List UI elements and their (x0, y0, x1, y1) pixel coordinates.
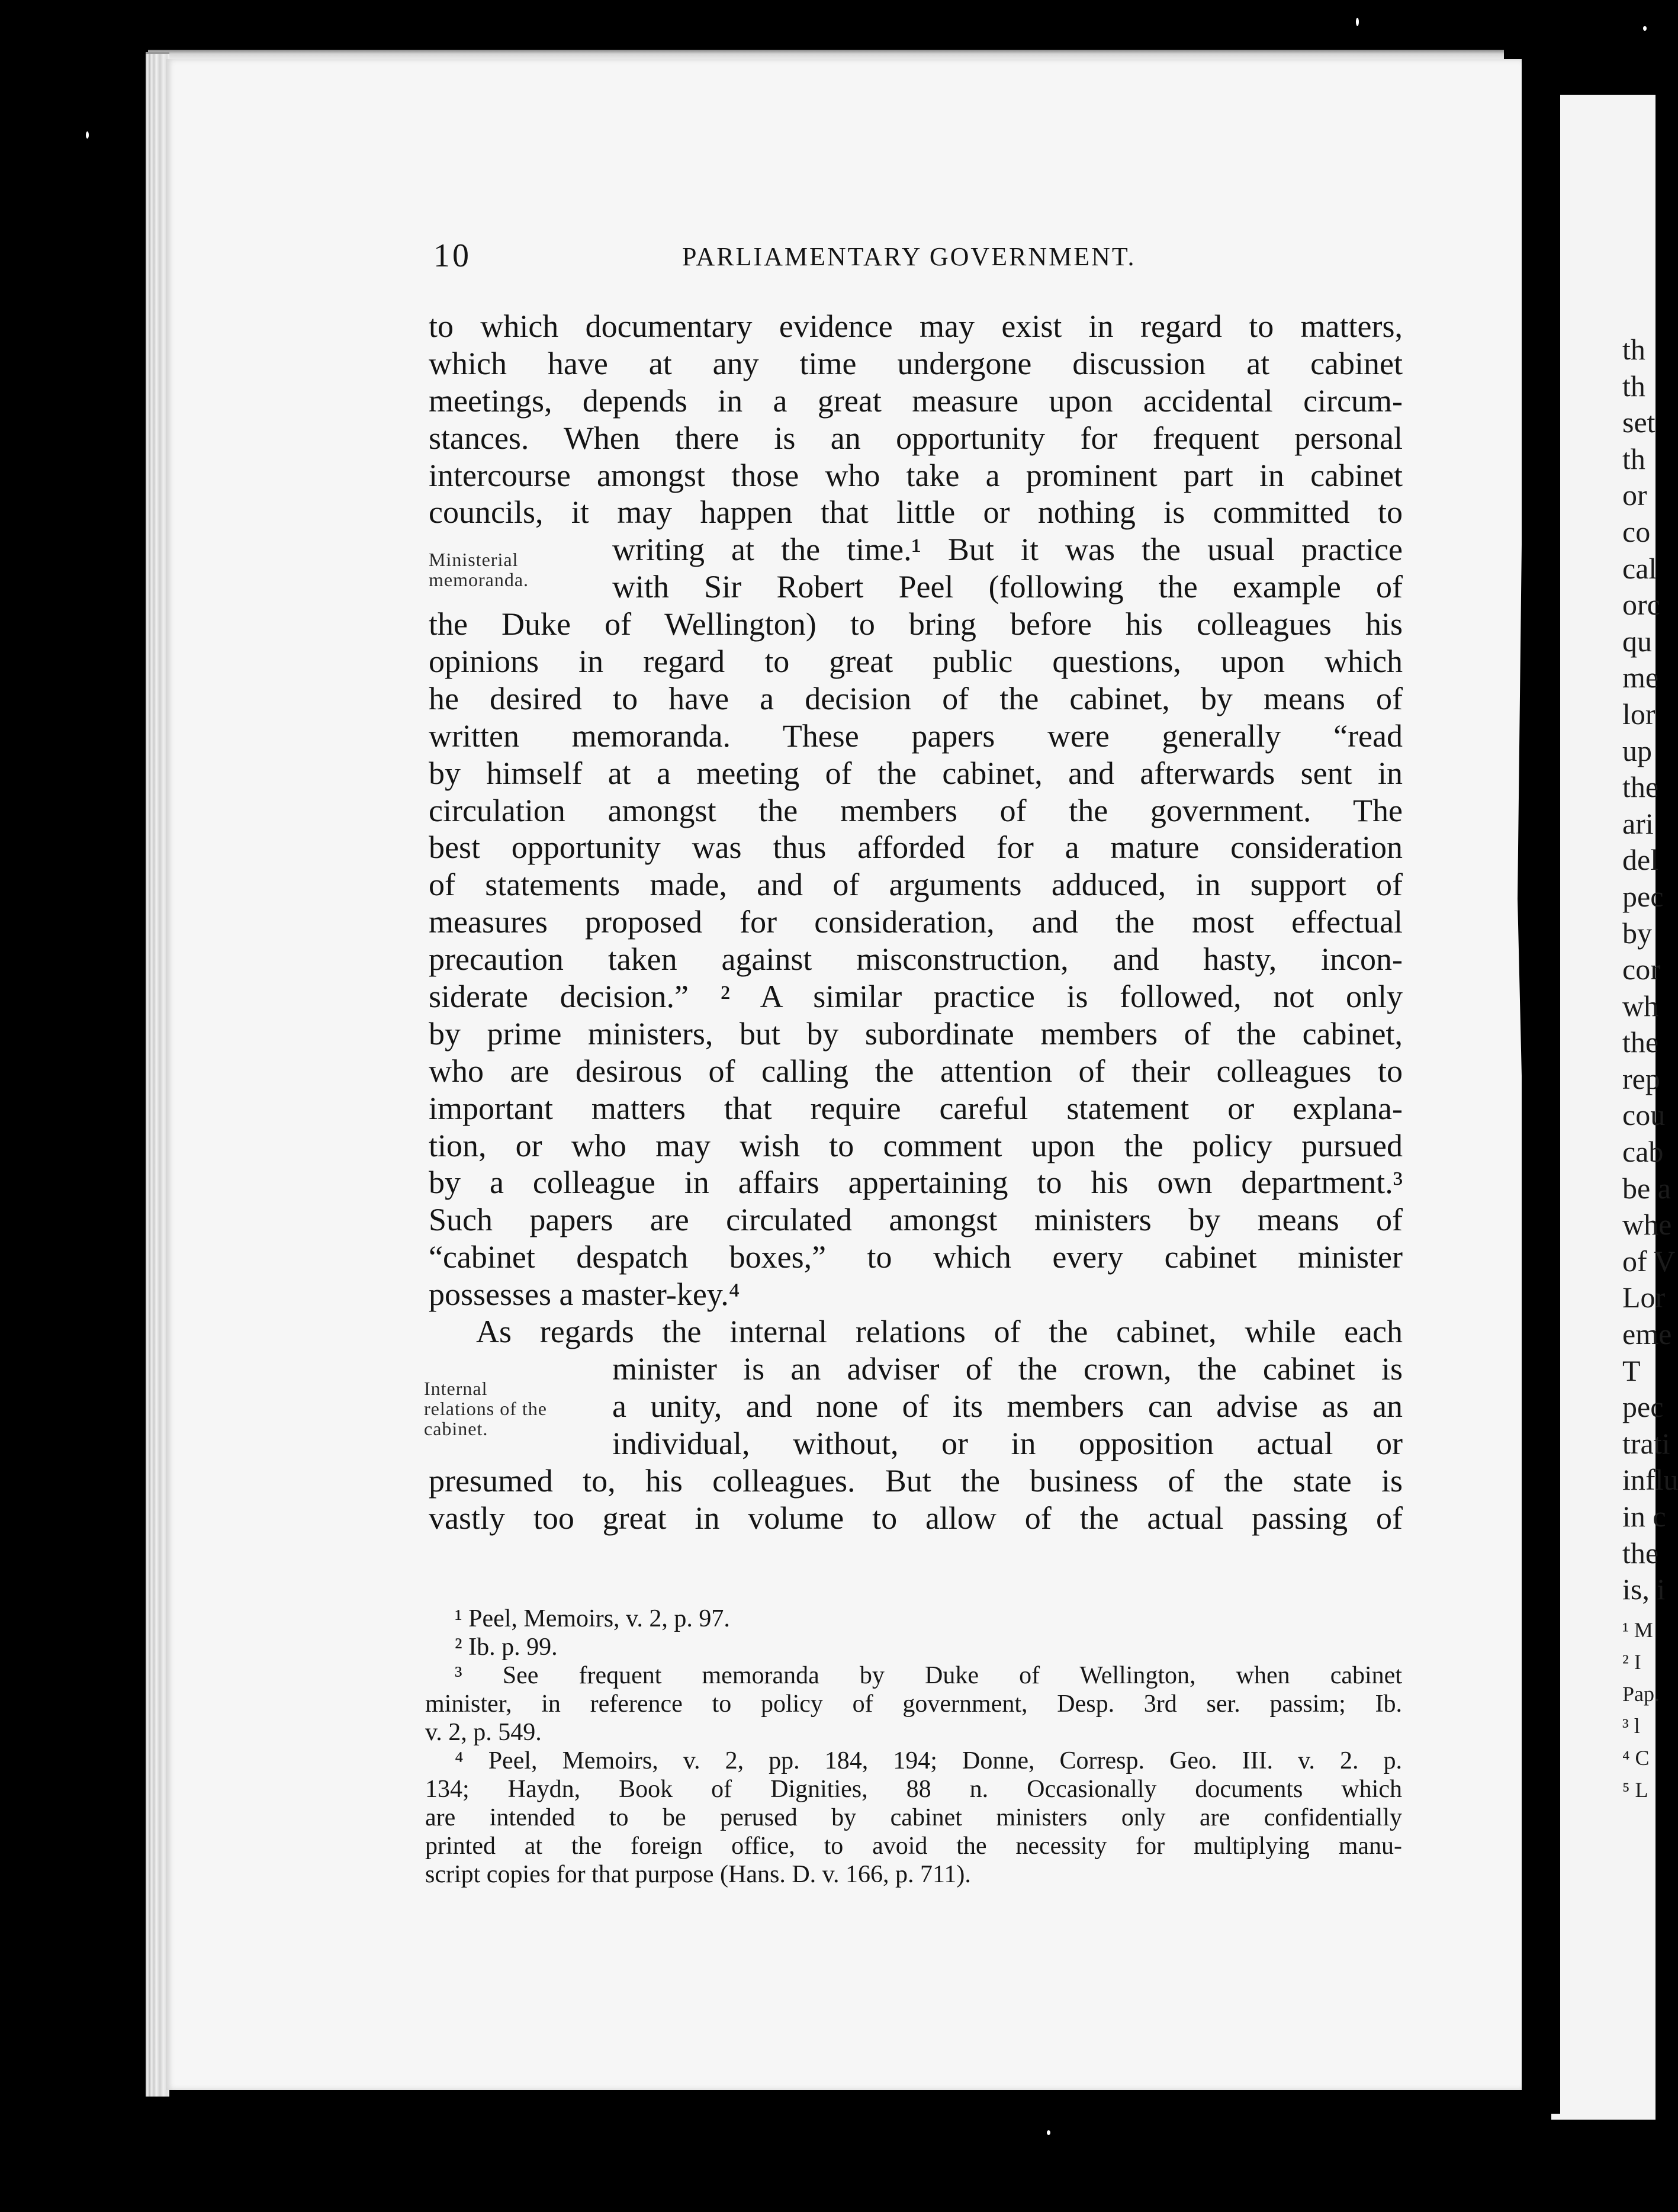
facing-page-line: lor (1622, 697, 1656, 731)
footnote-line: ² Ib. p. 99. (455, 1634, 558, 1661)
facing-page-line: wh (1622, 989, 1659, 1023)
scan-speck (1047, 2130, 1050, 2135)
facing-page-line: cal (1622, 551, 1657, 585)
facing-page-line: me (1622, 661, 1659, 695)
facing-page-line: in c (1622, 1500, 1666, 1533)
footnote-line: ³ See frequent memoranda by Duke of Wellington, when cabinet (455, 1662, 1402, 1689)
margin-note-line: Internal (424, 1378, 488, 1399)
facing-page-footnote: ⁵ L (1622, 1777, 1648, 1802)
facing-page-footnote: ⁴ C (1622, 1745, 1650, 1770)
body-line: “cabinet despatch boxes,” to which every cabinet minister (429, 1239, 1403, 1275)
facing-page-line: influ (1622, 1463, 1678, 1497)
body-line: meetings, depends in a great measure upon accidental circum- (429, 382, 1403, 419)
scan-speck (1643, 26, 1647, 31)
facing-page-line: is, i (1622, 1573, 1666, 1606)
body-line: a unity, and none of its members can advise as an (612, 1388, 1403, 1424)
body-line: measures proposed for consideration, and the most effectual (429, 904, 1403, 940)
body-line: vastly too great in volume to allow of the actual passing of (429, 1500, 1403, 1536)
body-line: presumed to, his colleagues. But the business of the state is (429, 1462, 1403, 1499)
facing-page-line: the (1622, 1536, 1659, 1570)
body-line: best opportunity was thus afforded for a mature consideration (429, 830, 1403, 866)
footnote-line: minister, in reference to policy of government, Desp. 3rd ser. passim; Ib. (425, 1690, 1402, 1718)
facing-page-footnote: ¹ M (1622, 1618, 1653, 1642)
footnote-line: ¹ Peel, Memoirs, v. 2, p. 97. (455, 1605, 730, 1632)
margin-note-line: Ministerial (429, 549, 519, 570)
facing-page-line: the (1622, 1025, 1659, 1059)
body-line: by a colleague in affairs appertaining to his own department.³ (429, 1165, 1403, 1201)
facing-page-line: T (1622, 1353, 1641, 1387)
facing-page-line: cou (1622, 1098, 1666, 1132)
facing-page-line: cab (1622, 1135, 1664, 1169)
facing-page-line: trati (1622, 1426, 1670, 1460)
facing-page-line: th (1622, 369, 1645, 403)
facing-page-line: whe (1622, 1208, 1672, 1242)
footnote-line: script copies for that purpose (Hans. D. v. 166, p. 711). (425, 1861, 971, 1888)
body-line: to which documentary evidence may exist in regard to matters, (429, 308, 1403, 344)
body-text (429, 308, 1403, 1536)
facing-page-line: rep (1622, 1062, 1660, 1095)
footnote-line: 134; Haydn, Book of Dignities, 88 n. Occasionally documents which (425, 1776, 1402, 1803)
body-line: intercourse amongst those who take a prominent part in cabinet (429, 457, 1403, 493)
facing-page (1551, 95, 1678, 2120)
facing-page-line: th (1622, 442, 1645, 475)
footnote-line: printed at the foreign office, to avoid the necessity for multiplying manu- (425, 1832, 1402, 1860)
facing-page-line: set (1622, 406, 1656, 439)
facing-page-line: pec (1622, 1390, 1664, 1424)
body-line: Such papers are circulated amongst ministers by means of (429, 1202, 1403, 1238)
body-line: important matters that require careful statement or explana- (429, 1090, 1403, 1126)
margin-note-line: relations of the (424, 1398, 547, 1419)
body-line: by prime ministers, but by subordinate members of the cabinet, (429, 1015, 1403, 1052)
scan-speck (1356, 18, 1359, 26)
facing-page-line: of V (1622, 1244, 1676, 1278)
body-line: which have at any time undergone discussion at cabinet (429, 345, 1403, 381)
page-number: 10 (433, 237, 471, 274)
facing-page-line: eme (1622, 1317, 1672, 1351)
body-line: writing at the time.¹ But it was the usual practice (612, 532, 1403, 568)
margin-note-line: cabinet. (424, 1418, 488, 1439)
facing-page-line: del (1622, 843, 1659, 877)
facing-page-line: qu (1622, 624, 1652, 658)
facing-page-footnote: Pap. (1622, 1681, 1660, 1706)
facing-page-line: orc (1622, 588, 1660, 622)
body-line: precaution taken against misconstruction, and hasty, incon- (429, 941, 1403, 978)
facing-page-line: cor (1622, 953, 1660, 986)
facing-page-footnote: ² I (1622, 1650, 1641, 1674)
body-line: who are desirous of calling the attention of their colleagues to (429, 1053, 1403, 1089)
body-line: stances. When there is an opportunity for frequent personal (429, 420, 1403, 456)
scan-speck (86, 131, 89, 139)
facing-page-line: th (1622, 333, 1645, 366)
footnote-line: are intended to be perused by cabinet ministers only are confidentially (425, 1804, 1402, 1831)
facing-page-line: pec (1622, 879, 1664, 913)
body-line: of statements made, and of arguments adduced, in support of (429, 867, 1403, 903)
body-line: individual, without, or in opposition actual or (612, 1425, 1403, 1461)
facing-page-line: the (1622, 770, 1659, 804)
facing-page-line: be a (1622, 1171, 1671, 1205)
footnote-line: ⁴ Peel, Memoirs, v. 2, pp. 184, 194; Donne, Corresp. Geo. III. v. 2. p. (455, 1747, 1402, 1774)
facing-page-line: co (1622, 515, 1651, 548)
body-line: councils, it may happen that little or nothing is committed to (429, 494, 1403, 531)
body-line: minister is an adviser of the crown, the cabinet is (612, 1351, 1403, 1387)
page-header (433, 237, 1404, 278)
body-line: circulation amongst the members of the government. The (429, 792, 1403, 828)
footnotes (425, 1605, 1402, 1889)
facing-page-line: Lor (1622, 1281, 1666, 1314)
facing-page-line: or (1622, 478, 1647, 512)
margin-note-line: memoranda. (429, 569, 529, 590)
body-line: possesses a master-key.⁴ (429, 1277, 740, 1313)
body-line: siderate decision.” ² A similar practice is followed, not only (429, 979, 1403, 1015)
body-line: As regards the internal relations of the cabinet, while each (476, 1314, 1403, 1350)
body-line: written memoranda. These papers were generally “read (429, 718, 1403, 754)
body-line: opinions in regard to great public questions, upon which (429, 644, 1403, 680)
facing-page-line: up (1622, 734, 1652, 767)
body-line: the Duke of Wellington) to bring before his colleagues his (429, 606, 1403, 642)
running-head: PARLIAMENTARY GOVERNMENT. (682, 242, 1136, 271)
body-line: tion, or who may wish to comment upon the policy pursued (429, 1127, 1403, 1163)
facing-page-footnote: ³ l (1622, 1713, 1640, 1738)
facing-page-line: by (1622, 916, 1652, 950)
body-line: with Sir Robert Peel (following the example of (612, 569, 1403, 605)
facing-page-line: ari (1622, 806, 1654, 840)
body-line: he desired to have a decision of the cabinet, by means of (429, 680, 1403, 716)
body-line: by himself at a meeting of the cabinet, and afterwards sent in (429, 755, 1403, 791)
footnote-line: v. 2, p. 549. (425, 1719, 542, 1746)
